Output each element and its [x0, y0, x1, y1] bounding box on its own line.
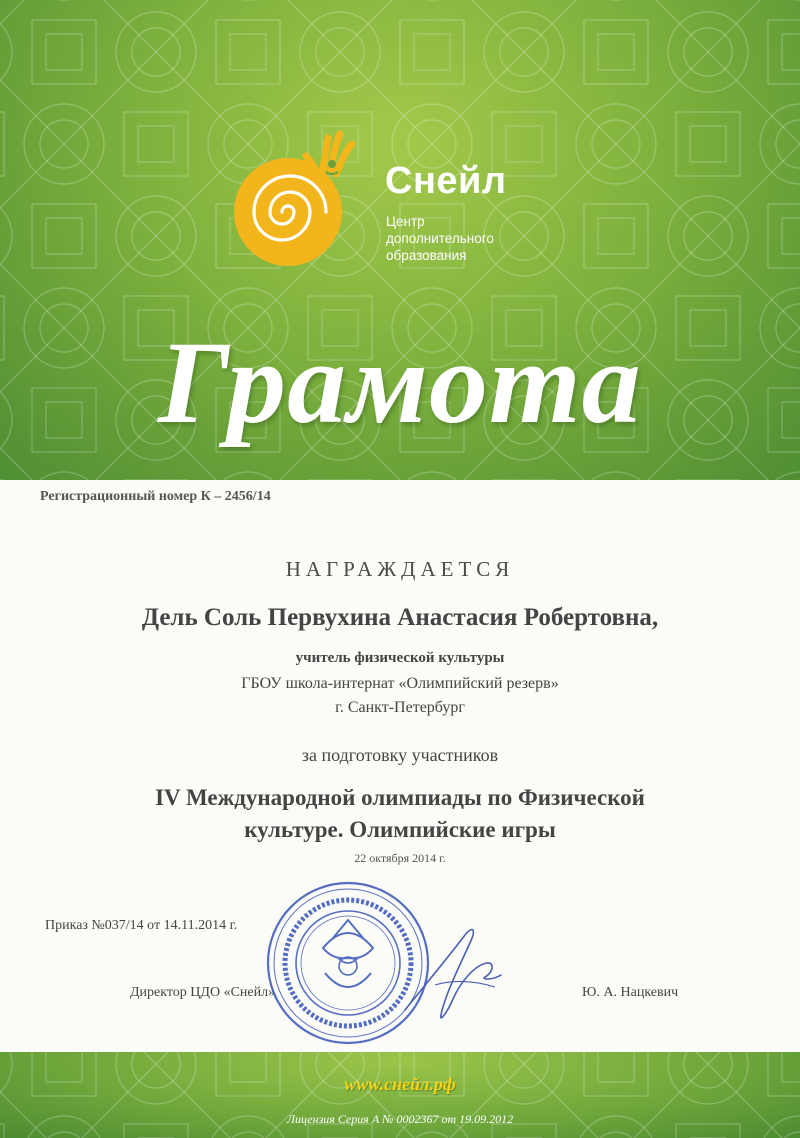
license-text: Лицензия Серия А № 0002367 от 19.09.2012: [286, 1112, 514, 1126]
brand-subtitle-line: дополнительного: [386, 231, 494, 246]
signature-icon: [395, 915, 525, 1025]
director-label: Директор ЦДО «Снейл»: [130, 985, 276, 1000]
certificate-title: Грамота: [158, 317, 642, 448]
brand-name: Снейл: [385, 160, 507, 202]
snail-hand-logo-icon: [226, 126, 356, 266]
brand-subtitle: [386, 213, 494, 264]
award-reason: за подготовку участников: [301, 745, 499, 765]
brand-subtitle-line: Центр: [386, 214, 425, 229]
event-date: 22 октября 2014 г.: [354, 851, 446, 865]
event-title-line1: IV Международной олимпиады по Физической: [155, 785, 645, 810]
event-title-line2: культуре. Олимпийские игры: [244, 817, 556, 842]
recipient-city: г. Санкт-Петербург: [335, 699, 465, 716]
awarded-label: НАГРАЖДАЕТСЯ: [285, 557, 515, 581]
registration-number: Регистрационный номер К – 2456/14: [40, 489, 271, 504]
recipient-organization: ГБОУ школа-интернат «Олимпийский резерв»: [241, 675, 559, 692]
order-reference: Приказ №037/14 от 14.11.2014 г.: [45, 918, 238, 933]
website-link[interactable]: www.снейл.рф: [344, 1074, 456, 1094]
director-name: Ю. А. Нацкевич: [582, 985, 679, 1000]
recipient-position: учитель физической культуры: [295, 650, 505, 666]
recipient-name: Дель Соль Первухина Анастасия Робертовна,: [141, 604, 659, 631]
brand-subtitle-line: образования: [386, 248, 467, 263]
